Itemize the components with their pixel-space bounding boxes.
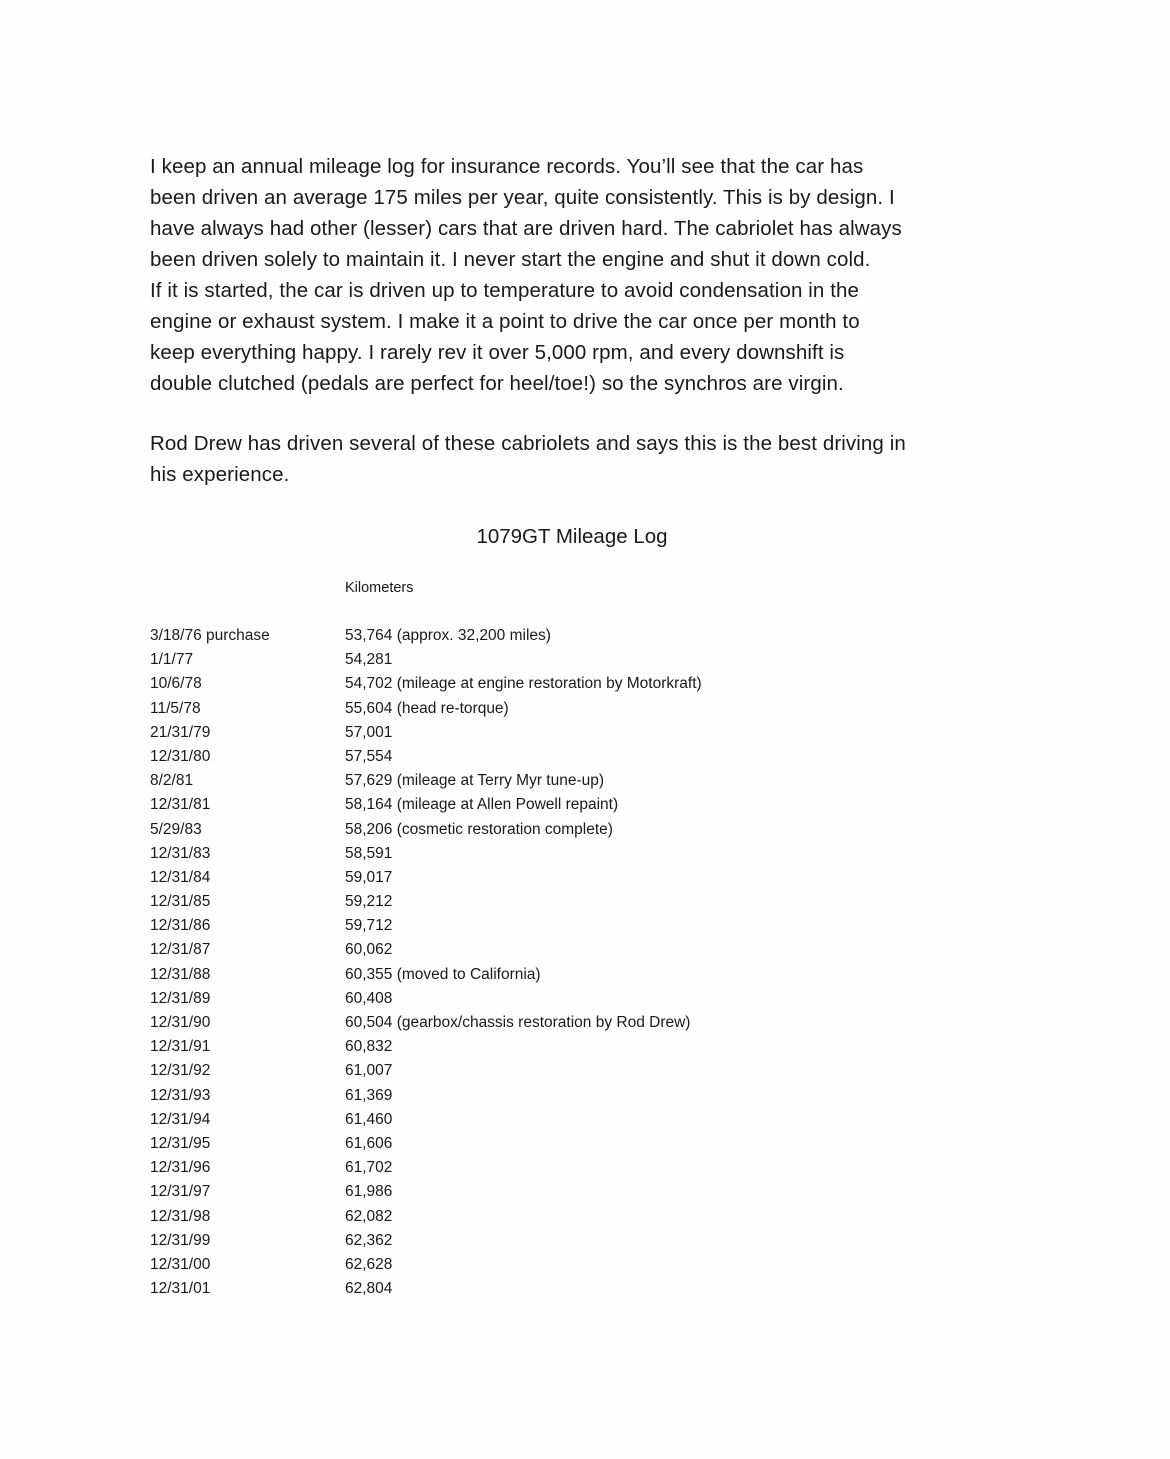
log-date: 12/31/93 (150, 1086, 211, 1104)
log-date: 12/31/99 (150, 1231, 211, 1249)
log-date: 12/31/81 (150, 796, 211, 814)
log-kilometers: 53,764 (approx. 32,200 miles) (345, 627, 551, 644)
log-row (150, 818, 850, 842)
log-date: 12/31/96 (150, 1159, 211, 1177)
log-kilometers: 57,629 (mileage at Terry Myr tune-up) (345, 772, 605, 790)
log-kilometers: 54,702 (mileage at engine restoration by Motorkraft) (345, 675, 702, 693)
log-date: 5/29/83 (150, 820, 202, 838)
log-date: 12/31/90 (150, 1014, 211, 1031)
log-kilometers: 62,082 (345, 1207, 393, 1225)
log-row (150, 721, 850, 745)
log-date: 12/31/00 (150, 1255, 211, 1273)
log-kilometers: 61,986 (345, 1183, 393, 1201)
log-kilometers: 62,628 (345, 1255, 393, 1273)
log-row (150, 672, 850, 696)
paragraph-line: double clutched (pedals are perfect for heel/toe!) so the synchros are virgin. (150, 372, 844, 395)
log-kilometers: 61,007 (345, 1062, 393, 1080)
log-kilometers: 57,001 (345, 723, 393, 741)
log-kilometers: 58,206 (cosmetic restoration complete) (345, 820, 613, 838)
log-kilometers: 61,702 (345, 1159, 393, 1177)
log-date: 12/31/80 (150, 747, 211, 765)
paragraph-line: his experience. (150, 463, 290, 486)
log-row (150, 1059, 850, 1083)
log-row (150, 1277, 850, 1301)
log-kilometers: 61,606 (345, 1134, 393, 1152)
log-kilometers: 60,408 (345, 989, 393, 1007)
paragraph-rod-drew (150, 428, 1010, 490)
log-kilometers: 59,017 (345, 868, 393, 886)
log-row (150, 1108, 850, 1132)
log-row (150, 1011, 850, 1035)
kilometers-column-header: Kilometers (345, 580, 414, 596)
log-row (150, 1132, 850, 1156)
log-kilometers: 57,554 (345, 747, 393, 765)
paragraph-line: been driven an average 175 miles per year, quite consistently. This is by design. I (150, 186, 895, 209)
log-kilometers: 62,804 (345, 1280, 393, 1298)
paragraph-line: keep everything happy. I rarely rev it over 5,000 rpm, and every downshift is (150, 341, 845, 364)
log-date: 12/31/83 (150, 844, 211, 862)
mileage-log-table (150, 624, 850, 1301)
log-kilometers: 55,604 (head re-torque) (345, 699, 509, 717)
paragraph-line: I keep an annual mileage log for insurance records. You’ll see that the car has (150, 155, 864, 178)
log-row (150, 890, 850, 914)
log-row (150, 987, 850, 1011)
log-kilometers: 61,369 (345, 1086, 393, 1104)
log-date: 11/5/78 (150, 699, 201, 717)
log-date: 12/31/91 (150, 1038, 211, 1056)
log-date: 8/2/81 (150, 772, 194, 790)
log-row (150, 1035, 850, 1059)
paragraph-line: If it is started, the car is driven up to temperature to avoid condensation in the (150, 279, 860, 302)
paragraph-line: been driven solely to maintain it. I never start the engine and shut it down cold. (150, 248, 871, 271)
log-kilometers: 61,460 (345, 1110, 393, 1128)
log-date: 12/31/88 (150, 965, 211, 983)
log-row (150, 1205, 850, 1229)
log-row (150, 745, 850, 769)
log-date: 12/31/86 (150, 917, 211, 935)
log-date: 12/31/95 (150, 1134, 211, 1152)
log-row (150, 1156, 850, 1180)
log-date: 3/18/76 purchase (150, 627, 270, 644)
log-kilometers: 62,362 (345, 1231, 393, 1249)
log-date: 1/1/77 (150, 651, 194, 669)
log-row (150, 1180, 850, 1204)
log-kilometers: 58,591 (345, 844, 393, 862)
log-date: 12/31/84 (150, 868, 211, 886)
log-date: 12/31/94 (150, 1110, 211, 1128)
log-row (150, 1229, 850, 1253)
log-date: 12/31/87 (150, 941, 211, 959)
log-date: 21/31/79 (150, 723, 211, 741)
log-date: 12/31/97 (150, 1183, 211, 1201)
log-kilometers: 60,504 (gearbox/chassis restoration by Rod Drew) (345, 1014, 691, 1031)
log-date: 12/31/01 (150, 1280, 211, 1298)
log-row (150, 1253, 850, 1277)
log-row (150, 938, 850, 962)
log-date: 12/31/98 (150, 1207, 211, 1225)
log-kilometers: 59,712 (345, 917, 393, 935)
log-row (150, 914, 850, 938)
paragraph-line: have always had other (lesser) cars that are driven hard. The cabriolet has always (150, 217, 902, 240)
log-date: 12/31/92 (150, 1062, 211, 1080)
log-row (150, 963, 850, 987)
log-row (150, 793, 850, 817)
log-kilometers: 60,355 (moved to California) (345, 965, 541, 983)
log-row (150, 866, 850, 890)
paragraph-intro (150, 151, 1010, 399)
mileage-log-title: 1079GT Mileage Log (476, 525, 668, 548)
log-row (150, 769, 850, 793)
log-kilometers: 59,212 (345, 893, 393, 911)
log-kilometers: 54,281 (345, 651, 393, 669)
log-kilometers: 58,164 (mileage at Allen Powell repaint) (345, 796, 619, 814)
log-row (150, 1084, 850, 1108)
log-date: 12/31/85 (150, 893, 211, 911)
paragraph-line: Rod Drew has driven several of these cabriolets and says this is the best driving in (150, 432, 906, 455)
log-kilometers: 60,832 (345, 1038, 393, 1056)
log-row (150, 648, 850, 672)
log-row (150, 624, 850, 648)
log-date: 10/6/78 (150, 675, 202, 693)
log-row (150, 697, 850, 721)
log-kilometers: 60,062 (345, 941, 393, 959)
paragraph-line: engine or exhaust system. I make it a point to drive the car once per month to (150, 310, 860, 333)
log-row (150, 842, 850, 866)
log-date: 12/31/89 (150, 989, 211, 1007)
